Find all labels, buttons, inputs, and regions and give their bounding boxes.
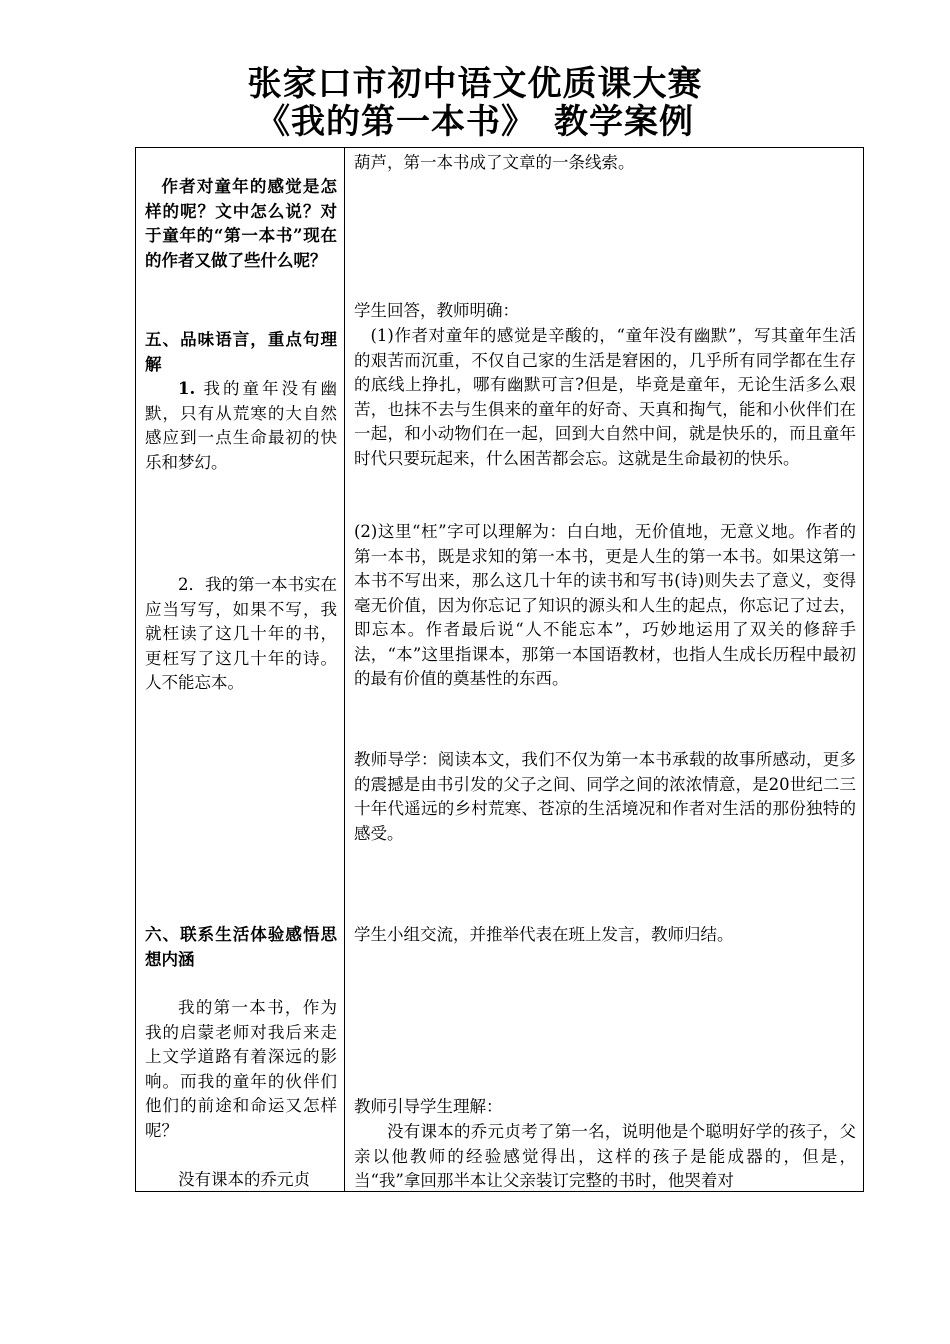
teacher-guide: 教师导学：阅读本文，我们不仅为第一本书承载的故事所感动，更多的震撼是由书引发的父子之间、同学之间的浓浓情意，是20世纪二三十年代遥远的乡村荒寒、苍凉的生活境况和作者对生活的那份独特的感受。: [354, 750, 856, 843]
page-subtitle: 《我的第一本书》 教学案例: [256, 102, 694, 142]
teacher-lead-paragraph: 没有课本的乔元贞考了第一名，说明他是个聪明好学的孩子，父亲以他教师的经验感觉得出，这样的孩子是能成器的，但是，当“我”拿回那半本让父亲装订完整的书时，他哭着对: [354, 1122, 856, 1190]
section-5-item-2: 2．我的第一本书实在应当写写，如果不写，我就枉读了这几十年的书，更枉写了这几十年的诗。人不能忘本。: [145, 575, 337, 692]
section-6-continued: 没有课本的乔元贞: [178, 1170, 310, 1189]
group-discussion: 学生小组交流，并推举代表在班上发言，教师归结。: [354, 925, 734, 944]
page-title: 张家口市初中语文优质课大赛: [247, 64, 703, 104]
column-divider: [344, 148, 345, 1191]
answer-paragraph-1: (1)作者对童年的感觉是辛酸的，“童年没有幽默”，写其童年生活的艰苦而沉重，不仅自己家的生活是窘困的，几乎所有同学都在生存的底线上挣扎，哪有幽默可言?但是，毕竟是童年，无论生活多么艰苦，也抹不去与生俱来的童年的好奇、天真和掏气，能和小伙伴们在一起，和小动物们在一起，回到大自然中间，就是快乐的，而且童年时代只要玩起来，什么困苦都会忘。这就是生命最初的快乐。: [354, 326, 856, 468]
answer-heading: 学生回答，教师明确：: [354, 301, 519, 320]
right-line-0: 葫芦，第一本书成了文章的一条线索。: [354, 153, 635, 172]
answer-paragraph-2: (2)这里“枉”字可以理解为：白白地，无价值地，无意义地。作者的第一本书，既是求知的第一本书，更是人生的第一本书。如果这第一本书不写出来，那么这几十年的读书和写书(诗)则失去了意义，变得毫无价值，因为你忘记了知识的源头和人生的起点，你忘记了过去，即忘本。作者最后说“人不能忘本”，巧妙地运用了双关的修辞手法，“本”这里指课本，那第一本国语教材，也指人生成长历程中最初的最有价值的奠基性的东西。: [354, 522, 856, 688]
section-6-question: 我的第一本书，作为我的启蒙老师对我后来走上文学道路有着深远的影响。而我的童年的伙伴们他们的前途和命运又怎样呢？: [145, 998, 337, 1140]
left-question: 作者对童年的感觉是怎样的呢？文中怎么说？对于童年的“第一本书”现在的作者又做了些什么呢？: [145, 177, 337, 270]
section-6-heading: 六、联系生活体验感悟思想内涵: [145, 925, 337, 969]
item-text: 我的童年没有幽默，只有从荒寒的大自然感应到一点生命最初的快乐和梦幻。: [145, 379, 337, 472]
lesson-table: [135, 147, 864, 1192]
section-5-item-1: [145, 377, 337, 475]
section-5-heading: 五、品味语言，重点句理解: [145, 330, 337, 374]
item-number: 1.: [178, 379, 196, 398]
teacher-lead-heading: 教师引导学生理解：: [354, 1097, 503, 1116]
